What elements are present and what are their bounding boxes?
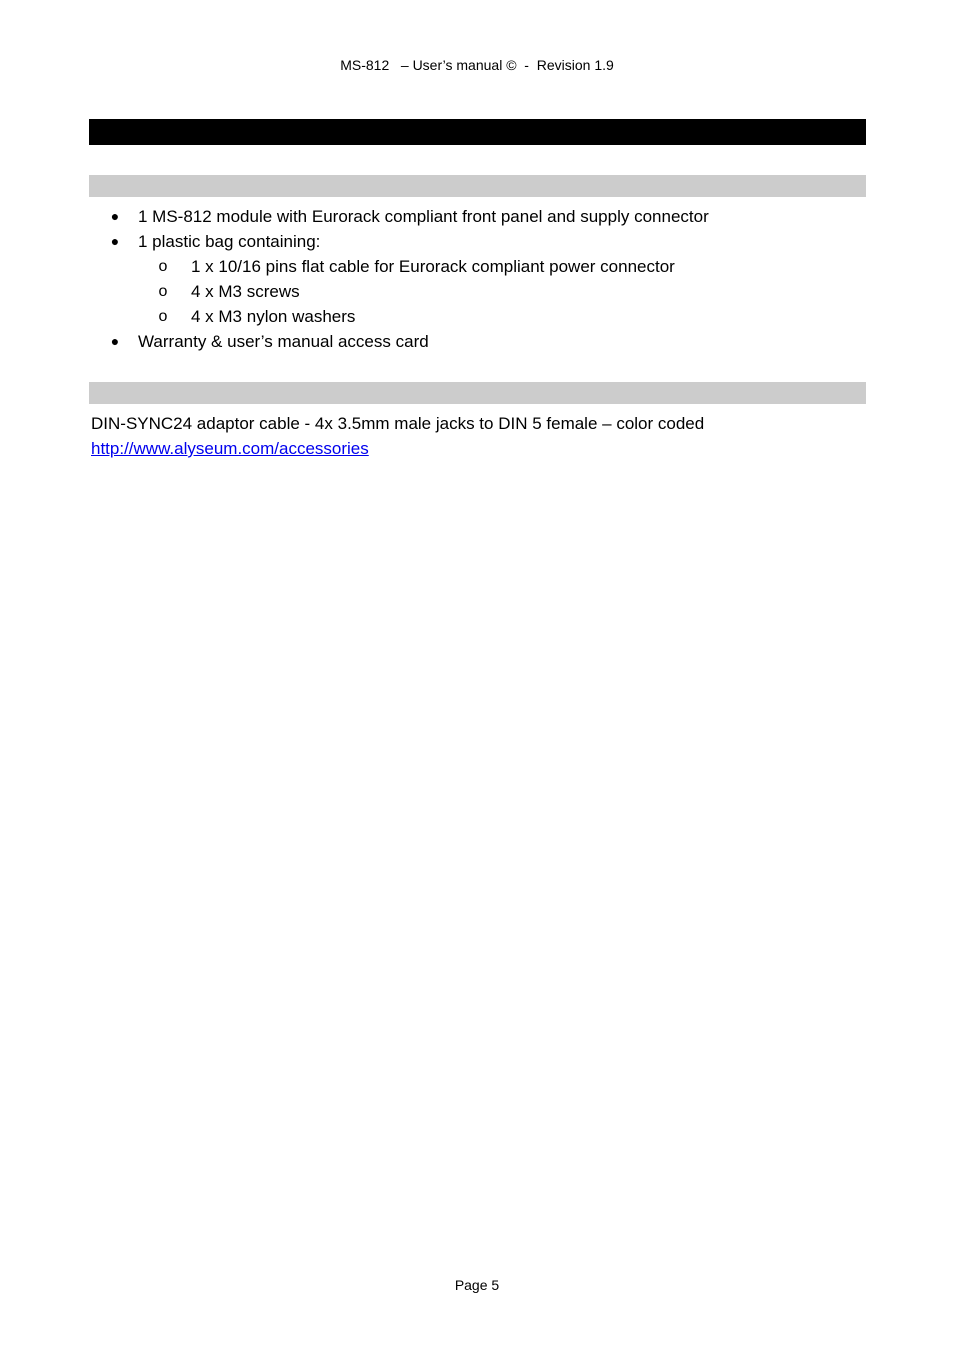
sub-bullet-marker: o [158, 283, 168, 300]
sub-bullet-marker: o [158, 258, 168, 275]
subsection-bar-contents [89, 175, 866, 197]
list-item-text: 1 x 10/16 pins flat cable for Eurorack compliant power connector [191, 257, 675, 276]
list-item-text: Warranty & user’s manual access card [138, 332, 429, 351]
list-item-text: 1 plastic bag containing: [138, 232, 321, 251]
list-item-text: 4 x M3 nylon washers [191, 307, 356, 326]
bullet-marker: ● [110, 208, 120, 224]
bullet-marker: ● [110, 233, 120, 249]
accessories-link[interactable]: http://www.alyseum.com/accessories [91, 439, 369, 458]
running-header: MS-812 – User’s manual © - Revision 1.9 [340, 57, 614, 73]
bullet-marker: ● [110, 333, 120, 349]
page-number: Page 5 [454, 1277, 500, 1293]
accessory-description: DIN-SYNC24 adaptor cable - 4x 3.5mm male jacks to DIN 5 female – color coded [91, 414, 705, 433]
list-item-text: 1 MS-812 module with Eurorack compliant front panel and supply connector [138, 207, 709, 226]
list-item-text: 4 x M3 screws [191, 282, 300, 301]
section-title-bar [89, 119, 866, 145]
subsection-bar-accessories [89, 382, 866, 404]
sub-bullet-marker: o [158, 308, 168, 325]
